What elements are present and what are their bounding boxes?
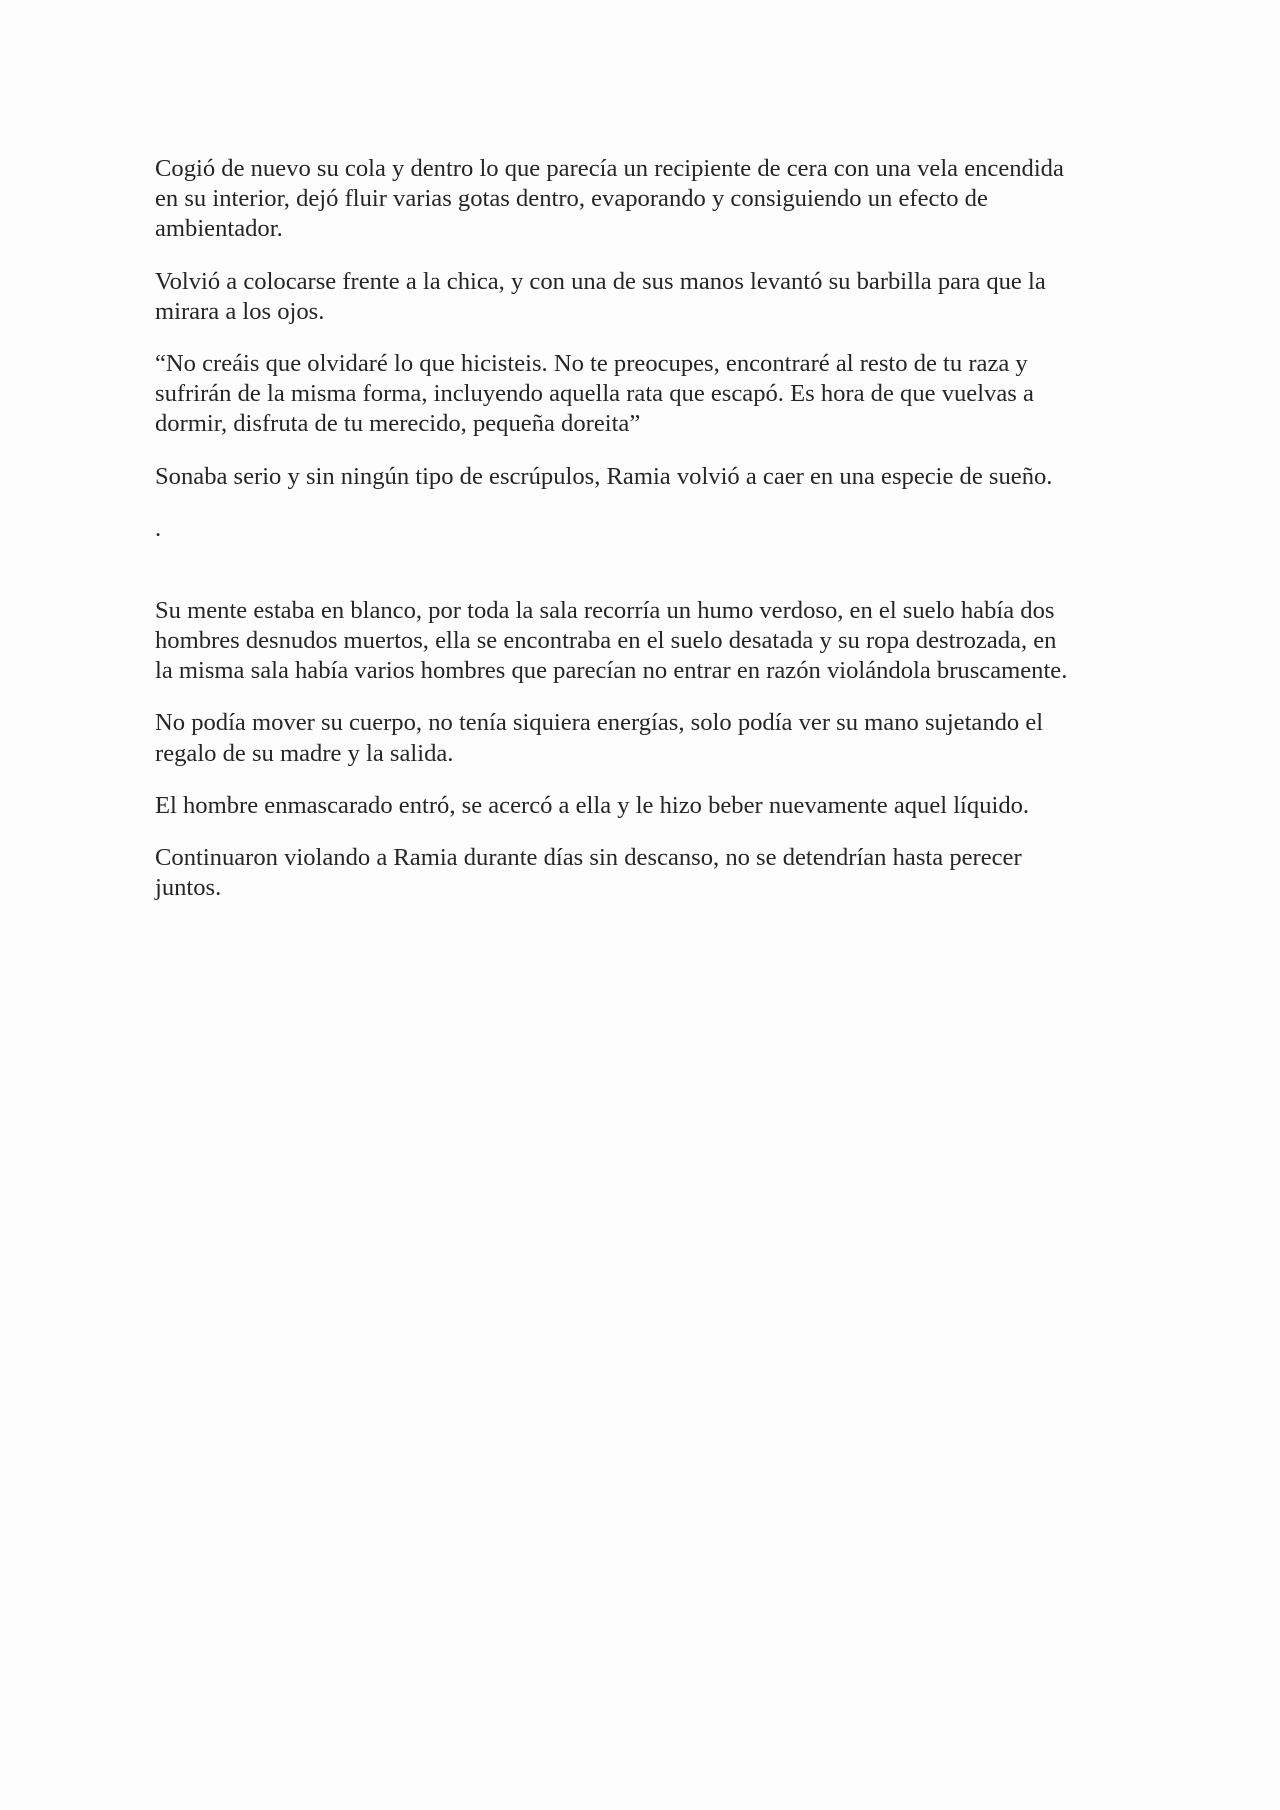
text-line: mirara a los ojos. bbox=[155, 297, 325, 325]
text-line: la misma sala había varios hombres que parecían no entrar en razón violándola bruscamente. bbox=[155, 657, 1068, 685]
section-break bbox=[155, 514, 1130, 574]
text-line: juntos. bbox=[155, 874, 222, 902]
text-line: Sonaba serio y sin ningún tipo de escrúpulos, Ramia volvió a caer en una especie de sueño. bbox=[155, 462, 1053, 490]
paragraph bbox=[155, 596, 1130, 687]
text-line: Cogió de nuevo su cola y dentro lo que parecía un recipiente de cera con una vela encendida bbox=[155, 155, 1064, 182]
text-line: Volvió a colocarse frente a la chica, y con una de sus manos levantó su barbilla para que la bbox=[155, 267, 1046, 295]
document-body bbox=[155, 154, 1130, 925]
paragraph bbox=[155, 791, 1130, 821]
text-line: regalo de su madre y la salida. bbox=[155, 739, 454, 767]
text-line: ambientador. bbox=[155, 215, 283, 243]
text-line: El hombre enmascarado entró, se acercó a ella y le hizo beber nuevamente aquel líquido. bbox=[155, 791, 1030, 819]
text-line: No podía mover su cuerpo, no tenía siquiera energías, solo podía ver su mano sujetando el bbox=[155, 709, 1044, 737]
text-line: en su interior, dejó fluir varias gotas dentro, evaporando y consiguiendo un efecto de bbox=[155, 185, 988, 213]
text-line: hombres desnudos muertos, ella se encontraba en el suelo desatada y su ropa destrozada, en bbox=[155, 627, 1057, 655]
paragraph bbox=[155, 349, 1130, 440]
paragraph bbox=[155, 462, 1130, 492]
paragraph bbox=[155, 154, 1130, 245]
paragraph bbox=[155, 708, 1130, 768]
paragraph bbox=[155, 267, 1130, 327]
text-line: . bbox=[155, 514, 162, 542]
text-line: Su mente estaba en blanco, por toda la sala recorría un humo verdoso, en el suelo había dos bbox=[155, 596, 1055, 624]
text-line: dormir, disfruta de tu merecido, pequeña doreita” bbox=[155, 410, 641, 438]
text-line: sufrirán de la misma forma, incluyendo aquella rata que escapó. Es hora de que vuelvas a bbox=[155, 380, 1034, 408]
text-line: Continuaron violando a Ramia durante días sin descanso, no se detendrían hasta perecer bbox=[155, 844, 1022, 872]
text-line: “No creáis que olvidaré lo que hicisteis. No te preocupes, encontraré al resto de tu raza y bbox=[155, 350, 1028, 378]
paragraph bbox=[155, 843, 1130, 903]
